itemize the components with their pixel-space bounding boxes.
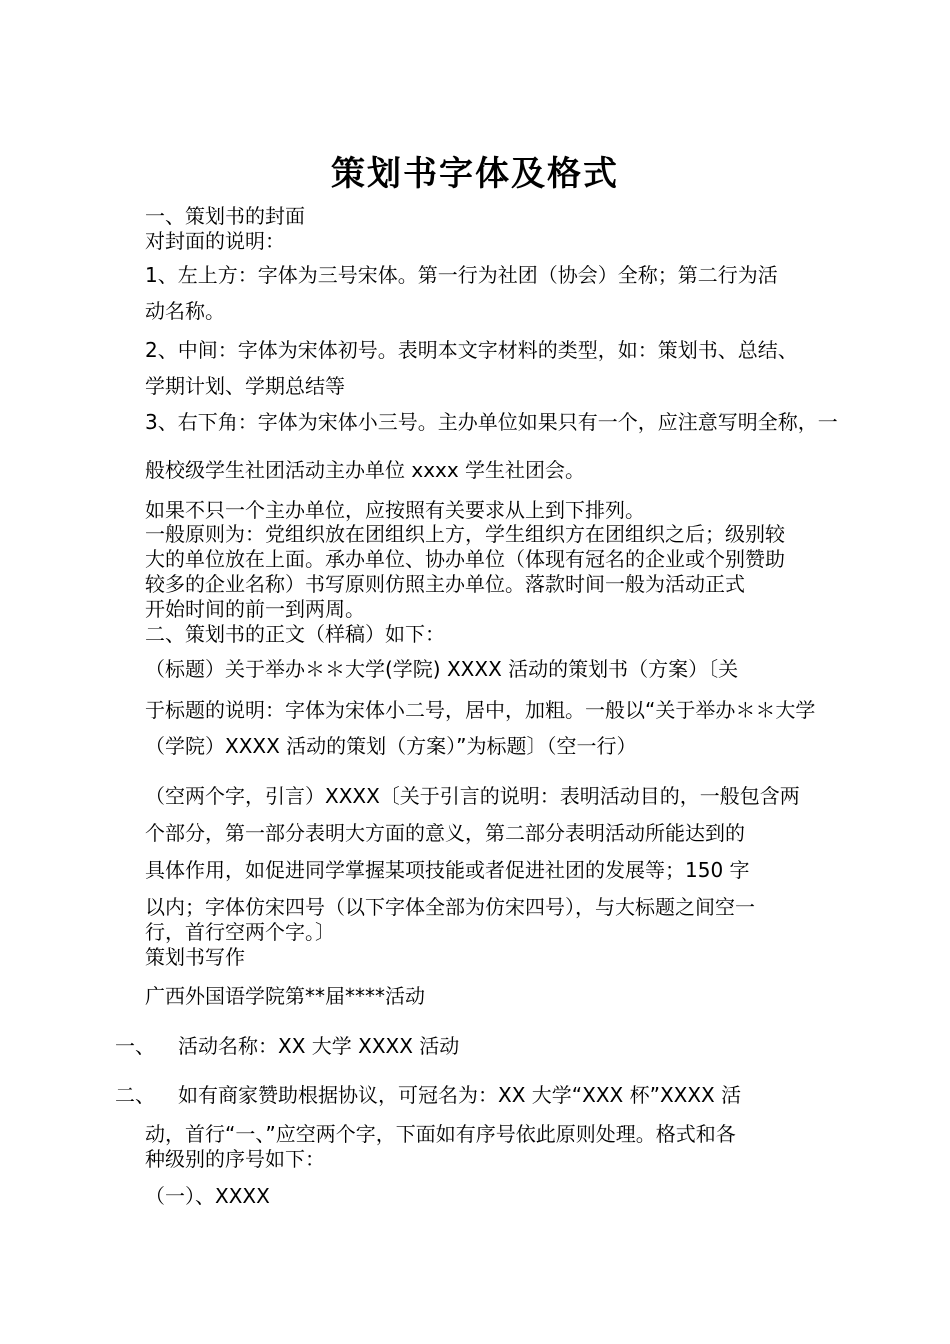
paragraph-line: 如果不只一个主办单位，应按照有关要求从上到下排列。 [145,498,645,522]
paragraph-line: 1、左上方：字体为三号宋体。第一行为社团（协会）全称；第二行为活 [145,263,778,287]
document-title: 策划书字体及格式 [331,154,619,194]
paragraph-line: 于标题的说明：字体为宋体小二号，居中，加粗。一般以“关于举办＊＊大学 [145,698,816,722]
paragraph-line: 个部分，第一部分表明大方面的意义，第二部分表明活动所能达到的 [145,821,745,845]
paragraph-line: 3、右下角：字体为宋体小三号。主办单位如果只有一个，应注意写明全称，一 [145,410,838,434]
paragraph-line: 动，首行“一、”应空两个字，下面如有序号依此原则处理。格式和各 [145,1122,736,1146]
paragraph-line: （一）、XXXX [145,1184,270,1208]
paragraph-line: 开始时间的前一到两周。 [145,597,365,621]
item-number: 一、 [115,1034,155,1058]
item-text: 如有商家赞助根据协议，可冠名为：XX 大学“XXX 杯”XXXX 活 [178,1083,742,1107]
paragraph-line: 般校级学生社团活动主办单位 xxxx 学生社团会。 [145,458,586,482]
item-text: 活动名称：XX 大学 XXXX 活动 [178,1034,460,1058]
paragraph-line: 策划书写作 [145,945,245,969]
paragraph-line: （学院）XXXX 活动的策划（方案）”为标题〕（空一行） [145,734,637,758]
paragraph-line: 广西外国语学院第**届****活动 [145,984,425,1008]
paragraph-line: 动名称。 [145,299,225,323]
paragraph-line: 较多的企业名称）书写原则仿照主办单位。落款时间一般为活动正式 [145,572,745,596]
paragraph-line: 种级别的序号如下： [145,1147,325,1171]
paragraph-line: 以内；字体仿宋四号（以下字体全部为仿宋四号），与大标题之间空一 [145,895,755,919]
paragraph-line: 对封面的说明： [145,229,285,253]
section-heading-cover: 一、策划书的封面 [145,204,305,228]
paragraph-line: 学期计划、学期总结等 [145,374,345,398]
paragraph-line: 具体作用，如促进同学掌握某项技能或者促进社团的发展等；150 字 [145,858,750,882]
paragraph-line: 一般原则为：党组织放在团组织上方，学生组织方在团组织之后；级别较 [145,522,785,546]
paragraph-line: 大的单位放在上面。承办单位、协办单位（体现有冠名的企业或个别赞助 [145,547,785,571]
paragraph-line: （空两个字，引言）XXXX〔关于引言的说明：表明活动目的，一般包含两 [145,784,800,808]
item-number: 二、 [115,1083,155,1107]
paragraph-line: 行，首行空两个字。〕 [145,920,335,944]
section-heading-body: 二、策划书的正文（样稿）如下： [145,622,445,646]
paragraph-line: 2、中间：字体为宋体初号。表明本文字材料的类型，如：策划书、总结、 [145,338,798,362]
paragraph-line: （标题）关于举办＊＊大学(学院) XXXX 活动的策划书（方案）〔关 [145,657,739,681]
